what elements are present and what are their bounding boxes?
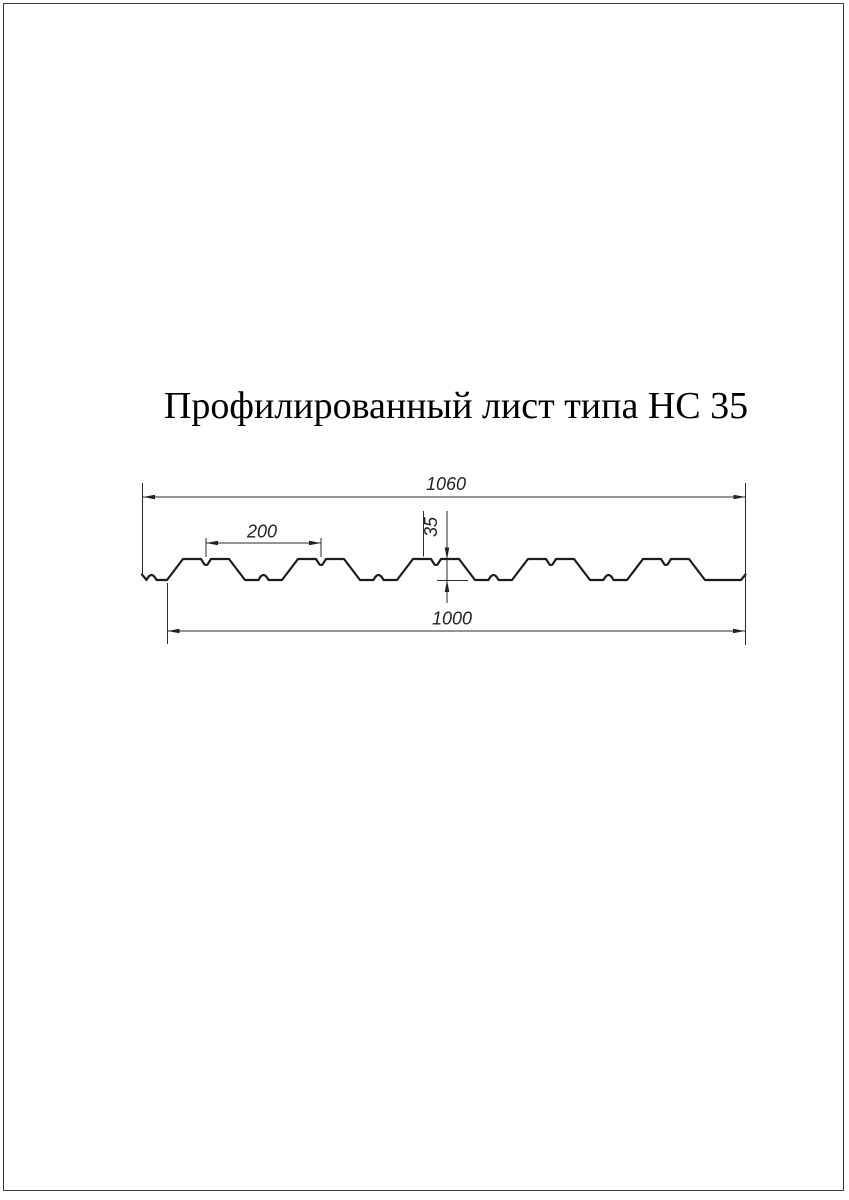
drawing-title: Профилированный лист типа НС 35: [163, 385, 749, 427]
arrowhead: [168, 629, 180, 634]
dim-working-width-label: 1000: [431, 608, 473, 629]
dim-overall-width-label: 1060: [425, 474, 467, 494]
arrowhead: [143, 495, 155, 500]
arrowhead: [445, 548, 450, 560]
profile-outline: [142, 559, 746, 580]
arrowhead: [445, 580, 450, 592]
dim-profile-height-label: 35: [421, 516, 441, 538]
arrowhead: [733, 629, 745, 634]
arrowhead: [309, 541, 321, 546]
arrowhead: [206, 541, 218, 546]
dim-rib-pitch-label: 200: [246, 521, 278, 542]
arrowhead: [734, 495, 746, 500]
